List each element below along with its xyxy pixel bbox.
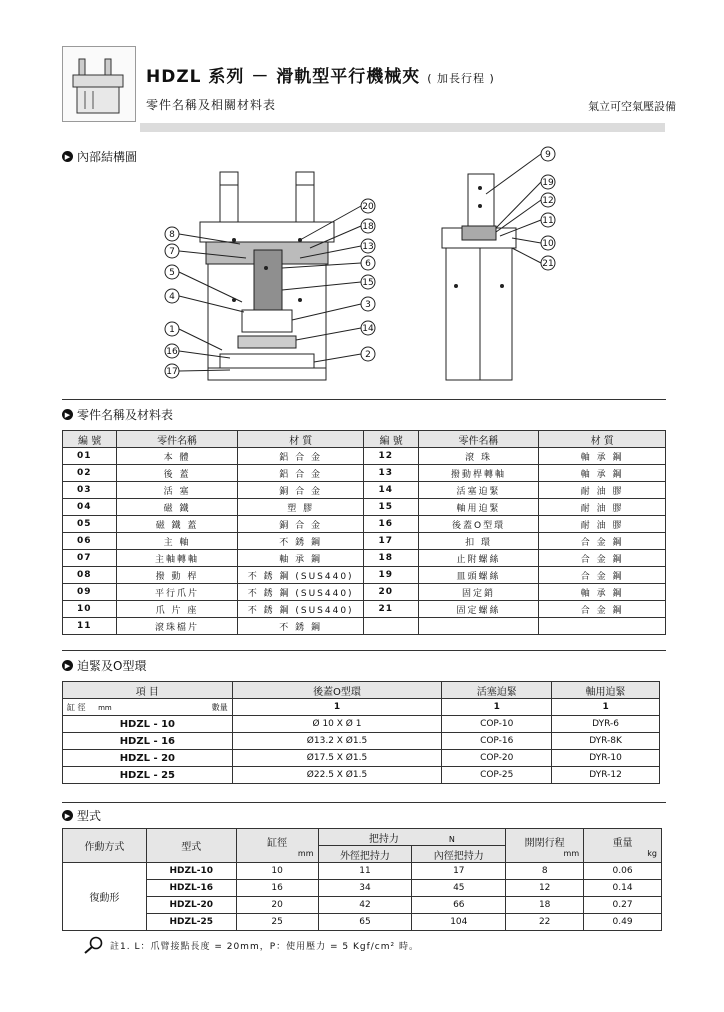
callout-label: 11 — [542, 216, 554, 226]
part-material: 合 金 鋼 — [539, 567, 666, 584]
section-internal: ▶ 內部結構圖 — [62, 148, 137, 165]
part-number: 03 — [63, 482, 117, 499]
table-row — [63, 716, 660, 733]
part-material: 軸 承 鋼 — [539, 465, 666, 482]
part-number: 08 — [63, 567, 117, 584]
spec-value: 18 — [506, 897, 584, 914]
part-name: 活塞迫緊 — [418, 482, 539, 499]
table-header-row: 編 號 零件名稱 材 質 編 號 零件名稱 材 質 — [63, 431, 666, 448]
page-title — [146, 62, 495, 87]
part-name: 固定銷 — [418, 584, 539, 601]
spec-value: 65 — [318, 914, 412, 931]
part-name: 滾珠檔片 — [117, 618, 238, 635]
seal-cell: DYR-6 — [552, 716, 660, 733]
part-material: 不 銹 鋼 — [237, 533, 364, 550]
spec-value: 66 — [412, 897, 506, 914]
part-material: 耐 油 膠 — [539, 499, 666, 516]
seal-cell: DYR-8K — [552, 733, 660, 750]
part-number: 19 — [364, 567, 418, 584]
table-row — [63, 863, 662, 880]
seal-cell: Ø13.2 X Ø1.5 — [232, 733, 442, 750]
part-name: 後蓋O型環 — [418, 516, 539, 533]
spec-value: 0.49 — [584, 914, 662, 931]
spec-value: 12 — [506, 880, 584, 897]
part-number: 21 — [364, 601, 418, 618]
table-row — [63, 448, 666, 465]
callout-label: 5 — [169, 268, 175, 278]
part-number: 18 — [364, 550, 418, 567]
part-number: 11 — [63, 618, 117, 635]
part-number: 10 — [63, 601, 117, 618]
table-row — [63, 914, 662, 931]
spec-value: 16 — [236, 880, 318, 897]
part-name: 活 塞 — [117, 482, 238, 499]
table-row — [63, 601, 666, 618]
seal-cell: COP-20 — [442, 750, 552, 767]
part-material: 軸 承 鋼 — [237, 550, 364, 567]
table-row — [63, 733, 660, 750]
brand-name: 氣立可空氣壓設備 — [588, 100, 676, 113]
part-name: 後 蓋 — [117, 465, 238, 482]
header-bar — [140, 123, 665, 132]
table-row — [63, 516, 666, 533]
callout-label: 8 — [169, 230, 175, 240]
section-parts: ▶ 零件名稱及材料表 — [62, 406, 173, 423]
seal-cell: DYR-10 — [552, 750, 660, 767]
table-row — [63, 550, 666, 567]
table-row — [63, 567, 666, 584]
part-material: 鋁 合 金 — [237, 448, 364, 465]
callout-label: 10 — [542, 239, 554, 249]
part-material — [539, 618, 666, 635]
callout-label: 4 — [169, 292, 175, 302]
parts-material-table — [62, 430, 666, 635]
part-name: 撥動桿轉軸 — [418, 465, 539, 482]
callout-label: 14 — [362, 324, 374, 334]
part-name: 平行爪片 — [117, 584, 238, 601]
callout-label: 20 — [362, 202, 374, 212]
spec-value: 0.27 — [584, 897, 662, 914]
seal-cell: COP-10 — [442, 716, 552, 733]
model-cell: HDZL-10 — [146, 863, 236, 880]
model-cell: HDZL-20 — [146, 897, 236, 914]
part-material: 軸 承 鋼 — [539, 584, 666, 601]
callout-label: 9 — [545, 150, 551, 160]
qty-row: 缸 徑 mm 數量 1 1 1 — [63, 699, 660, 716]
part-name: 磁 鐵 蓋 — [117, 516, 238, 533]
section-divider — [62, 399, 666, 400]
part-name: 撥 動 桿 — [117, 567, 238, 584]
table-row — [63, 465, 666, 482]
section-seals: ▶ 迫緊及O型環 — [62, 657, 146, 674]
page-subtitle: 零件名稱及相關材料表 — [146, 98, 277, 112]
model-cell: HDZL-16 — [146, 880, 236, 897]
spec-value: 10 — [236, 863, 318, 880]
part-number: 09 — [63, 584, 117, 601]
part-number: 05 — [63, 516, 117, 533]
part-number: 13 — [364, 465, 418, 482]
part-name: 固定螺絲 — [418, 601, 539, 618]
play-bullet-icon: ▶ — [62, 409, 73, 420]
section-spec: ▶ 型式 — [62, 807, 101, 824]
table-row — [63, 533, 666, 550]
callout-label: 18 — [362, 222, 374, 232]
table-row — [63, 767, 660, 784]
part-material: 不 銹 鋼 (SUS440) — [237, 601, 364, 618]
table-row — [63, 880, 662, 897]
part-name: 本 體 — [117, 448, 238, 465]
table-row — [63, 499, 666, 516]
table-header-row: 項 目 後蓋O型環 活塞迫緊 軸用迫緊 — [63, 682, 660, 699]
product-thumbnail — [62, 46, 136, 122]
spec-value: 104 — [412, 914, 506, 931]
callout-label: 3 — [365, 300, 371, 310]
part-name: 皿頭螺絲 — [418, 567, 539, 584]
part-name: 磁 鐵 — [117, 499, 238, 516]
callout-label: 17 — [166, 367, 178, 377]
spec-value: 0.06 — [584, 863, 662, 880]
spec-value: 45 — [412, 880, 506, 897]
spec-value: 22 — [506, 914, 584, 931]
callout-label: 7 — [169, 247, 175, 257]
seal-cell: DYR-12 — [552, 767, 660, 784]
section-divider — [62, 650, 666, 651]
seal-cell: Ø22.5 X Ø1.5 — [232, 767, 442, 784]
part-number: 06 — [63, 533, 117, 550]
table-row — [63, 897, 662, 914]
table-row — [63, 584, 666, 601]
table-subheader-row: 外徑把持力 內徑把持力 — [63, 846, 662, 863]
part-number: 02 — [63, 465, 117, 482]
part-name: 主 軸 — [117, 533, 238, 550]
part-name: 主軸轉軸 — [117, 550, 238, 567]
callout-label: 2 — [365, 350, 371, 360]
part-number: 16 — [364, 516, 418, 533]
seal-cell: COP-16 — [442, 733, 552, 750]
part-material: 銅 合 金 — [237, 482, 364, 499]
part-number: 20 — [364, 584, 418, 601]
item-header: 項 目 — [63, 682, 233, 699]
model-cell: HDZL - 10 — [63, 716, 233, 733]
section-divider — [62, 802, 666, 803]
part-material: 不 銹 鋼 (SUS440) — [237, 584, 364, 601]
part-material: 軸 承 鋼 — [539, 448, 666, 465]
spec-value: 0.14 — [584, 880, 662, 897]
table-row — [63, 750, 660, 767]
part-number: 07 — [63, 550, 117, 567]
part-material: 塑 膠 — [237, 499, 364, 516]
model-cell: HDZL - 25 — [63, 767, 233, 784]
part-number: 12 — [364, 448, 418, 465]
part-material: 合 金 鋼 — [539, 601, 666, 618]
spec-table — [62, 828, 662, 931]
table-row — [63, 618, 666, 635]
spec-value: 11 — [318, 863, 412, 880]
table-header-row: 作動方式 型式 缸徑 mm 把持力 N 開閉行程 mm 重量 kg — [63, 829, 662, 846]
callout-label: 15 — [362, 278, 374, 288]
part-material: 鋁 合 金 — [237, 465, 364, 482]
part-material: 耐 油 膠 — [539, 516, 666, 533]
part-material: 合 金 鋼 — [539, 533, 666, 550]
spec-value: 42 — [318, 897, 412, 914]
seal-cell: Ø17.5 X Ø1.5 — [232, 750, 442, 767]
part-material: 不 銹 鋼 — [237, 618, 364, 635]
title-suffix: ( 加長行程 ) — [427, 72, 495, 85]
spec-value: 17 — [412, 863, 506, 880]
part-name — [418, 618, 539, 635]
part-material: 合 金 鋼 — [539, 550, 666, 567]
model-cell: HDZL - 20 — [63, 750, 233, 767]
callout-label: 12 — [542, 196, 554, 206]
spec-value: 20 — [236, 897, 318, 914]
internal-structure-drawing — [150, 140, 580, 390]
callout-label: 13 — [362, 242, 374, 252]
footnote: 註1. L：爪臂接點長度 = 20mm，P：使用壓力 = 5 Kgf/cm² 時。 — [82, 936, 419, 954]
model-cell: HDZL-25 — [146, 914, 236, 931]
seal-oring-table — [62, 681, 660, 784]
part-name: 止附螺絲 — [418, 550, 539, 567]
action-type-cell: 復動形 — [63, 863, 147, 931]
callout-label: 6 — [365, 259, 371, 269]
part-number — [364, 618, 418, 635]
callout-label: 16 — [166, 347, 178, 357]
callout-label: 21 — [542, 259, 554, 269]
play-bullet-icon: ▶ — [62, 810, 73, 821]
table-row — [63, 482, 666, 499]
part-material: 不 銹 鋼 (SUS440) — [237, 567, 364, 584]
seal-cell: Ø 10 X Ø 1 — [232, 716, 442, 733]
part-name: 滾 珠 — [418, 448, 539, 465]
spec-value: 25 — [236, 914, 318, 931]
play-bullet-icon: ▶ — [62, 660, 73, 671]
part-number: 04 — [63, 499, 117, 516]
title-main: HDZL 系列 － 滑軌型平行機械夾 — [146, 67, 421, 87]
magnifier-icon — [82, 936, 104, 954]
part-number: 17 — [364, 533, 418, 550]
part-material: 銅 合 金 — [237, 516, 364, 533]
spec-value: 34 — [318, 880, 412, 897]
spec-value: 8 — [506, 863, 584, 880]
part-name: 扣 環 — [418, 533, 539, 550]
part-number: 01 — [63, 448, 117, 465]
play-bullet-icon: ▶ — [62, 151, 73, 162]
model-cell: HDZL - 16 — [63, 733, 233, 750]
part-material: 耐 油 膠 — [539, 482, 666, 499]
callout-label: 19 — [542, 178, 554, 188]
part-number: 15 — [364, 499, 418, 516]
callout-label: 1 — [169, 325, 175, 335]
part-name: 爪 片 座 — [117, 601, 238, 618]
part-number: 14 — [364, 482, 418, 499]
seal-cell: COP-25 — [442, 767, 552, 784]
part-name: 軸用迫緊 — [418, 499, 539, 516]
